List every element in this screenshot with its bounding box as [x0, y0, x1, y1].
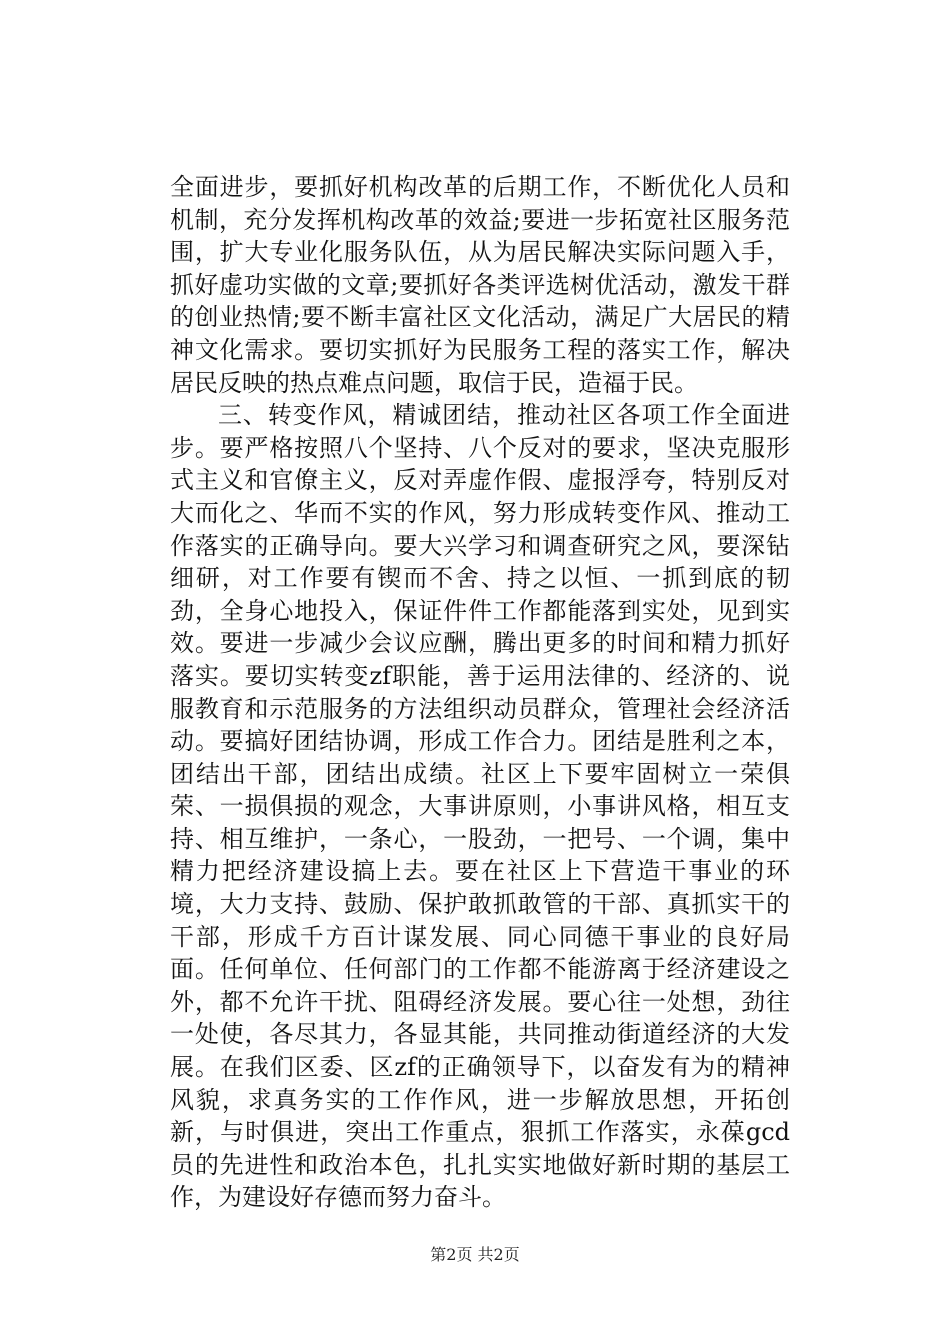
paragraph-continuation: 全面进步，要抓好机构改革的后期工作，不断优化人员和机制，充分发挥机构改革的效益;要进一步拓宽社区服务范围，扩大专业化服务队伍，从为居民解决实际问题入手，抓好虚功实做的文章;要抓好各类评选树优活动，激发干群的创业热情;要不断丰富社区文化活动，满足广大居民的精神文化需求。要切实抓好为民服务工程的落实工作，解决居民反映的热点难点问题，取信于民，造福于民。: [170, 173, 790, 397]
page-footer: 第2页 共2页: [430, 1245, 520, 1264]
document-body: [170, 171, 790, 1214]
paragraph-section-three: 三、转变作风，精诚团结，推动社区各项工作全面进步。要严格按照八个坚持、八个反对的要求，坚决克服形式主义和官僚主义，反对弄虚作假、虚报浮夸，特别反对大而化之、华而不实的作风，努力形成转变作风、推动工作落实的正确导向。要大兴学习和调查研究之风，要深钻细研，对工作要有锲而不舍、持之以恒、一抓到底的韧劲，全身心地投入，保证件件工作都能落到实处，见到实效。要进一步减少会议应酬，腾出更多的时间和精力抓好落实。要切实转变zf职能，善于运用法律的、经济的、说服教育和示范服务的方法组织动员群众，管理社会经济活动。要搞好团结协调，形成工作合力。团结是胜利之本，团结出干部，团结出成绩。社区上下要牢固树立一荣俱荣、一损俱损的观念，大事讲原则，小事讲风格，相互支持、相互维护，一条心，一股劲，一把号、一个调，集中精力把经济建设搞上去。要在社区上下营造干事业的环境，大力支持、鼓励、保护敢抓敢管的干部、真抓实干的干部，形成千方百计谋发展、同心同德干事业的良好局面。任何单位、任何部门的工作都不能游离于经济建设之外，都不允许干扰、阻碍经济发展。要心往一处想，劲往一处使，各尽其力，各显其能，共同推动街道经济的大发展。在我们区委、区zf的正确领导下，以奋发有为的精神风貌，求真务实的工作作风，进一步解放思想，开拓创新，与时俱进，突出工作重点，狠抓工作落实，永葆gcd员的先进性和政治本色，扎扎实实地做好新时期的基层工作，为建设好存德而努力奋斗。: [170, 401, 790, 1212]
